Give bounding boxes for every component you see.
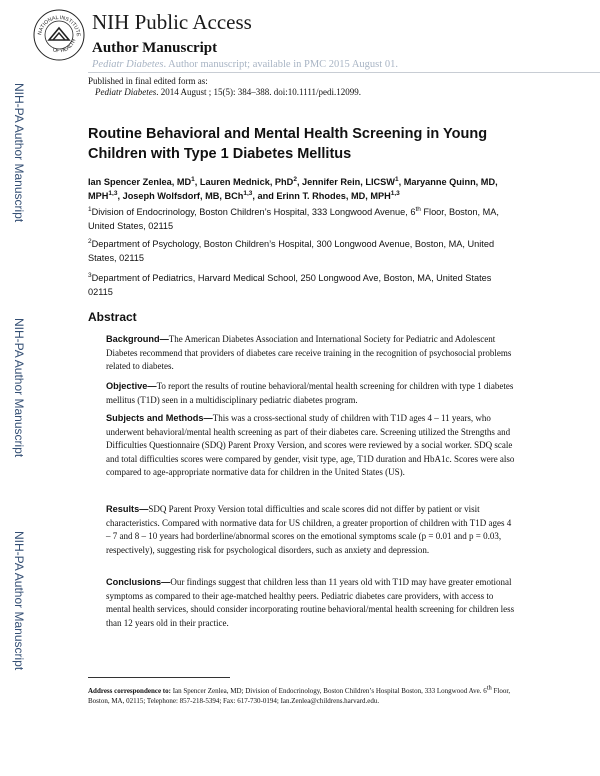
- author-sep: ,: [398, 177, 404, 187]
- sidebar-label-1: NIH-PA Author Manuscript: [12, 83, 26, 223]
- author-list: [88, 175, 518, 203]
- affiliation-2: [88, 237, 518, 265]
- logo-text-bottom: OF HEALTH: [51, 38, 78, 55]
- affiliation-number: 3: [88, 271, 92, 279]
- affiliation-3: [88, 271, 518, 299]
- affiliation-1: [88, 205, 518, 233]
- author-affil: 2: [293, 175, 297, 183]
- nih-logo: [33, 9, 85, 61]
- author-name: Lauren Mednick, PhD: [199, 177, 294, 187]
- sidebar-label-2: NIH-PA Author Manuscript: [12, 318, 26, 458]
- citation: [95, 87, 361, 97]
- header-title: NIH Public Access: [92, 10, 252, 34]
- footnote-divider: [88, 677, 230, 678]
- author-affil: 1,3: [390, 189, 400, 197]
- author-sep: ,: [296, 177, 303, 187]
- author-name: Joseph Wolfsdorf, MB, BCh: [122, 191, 244, 201]
- section-text: This was a cross-sectional study of children with T1D ages 4 – 11 years, who underwent behavioral/mental health screening as part of their diabetes care. Screening utilized the Strengths and Difficulties Questionnaire (SDQ) Parent Proxy Version, and scores were reviewed by a social worker. SDQ scale and total difficulties scores were compared by gender, visit type, age, T1D duration and HbA1c. Scores were also compared to age-appropriate normative data for children in the United States (US).: [106, 413, 515, 477]
- author-sep: ,: [117, 191, 123, 201]
- affiliation-ordinal: th: [415, 205, 421, 213]
- author-affil: 1,3: [108, 189, 118, 197]
- author-affil: 1: [394, 175, 399, 183]
- section-label: Subjects and Methods—: [106, 413, 213, 423]
- author-name: Maryanne Quinn, MD, MPH: [88, 177, 498, 201]
- affiliation-text: Department of Psychology, Boston Children’s Hospital, 300 Longwood Avenue, Boston, MA, United States, 02115: [88, 239, 495, 263]
- affiliation-text-cont: Floor, Boston, MA, United States, 02115: [88, 207, 499, 231]
- section-text: SDQ Parent Proxy Version total difficulties and scale scores did not differ by patient or visit characteristics. Compared with normative data for US children, a greater proportion of children with T1D ages 4 – 7 and 8 – 10 years had borderline/abnormal scores on the emotional symptoms scale (p = 0.01 and p = 0.03, respectively), suggesting risk for psychological disorders, such as anxiety and depression.: [106, 504, 512, 555]
- sidebar-label-3: NIH-PA Author Manuscript: [12, 531, 26, 671]
- affiliation-text: Department of Pediatrics, Harvard Medical School, 250 Longwood Ave, Boston, MA, United States 02115: [88, 273, 492, 297]
- section-text: The American Diabetes Association and International Society for Pediatric and Adolescent Diabetes recommend that providers of diabetes care receive training in the recognition of psychosocial problems related to diabetes.: [106, 334, 512, 371]
- section-text: Our findings suggest that children less than 11 years old with T1D may have greater emotional symptoms as compared to their age-matched healthy peers. Pediatric diabetes care providers, with access to mental health services, should consider incorporating routine behavioral/mental health screening for children less than 12 years old in their practice.: [106, 577, 515, 628]
- journal-availability: . Author manuscript; available in PMC 2015 August 01.: [163, 59, 398, 70]
- abstract-methods: [106, 412, 516, 480]
- footnote-text: Ian Spencer Zenlea, MD; Division of Endocrinology, Boston Children’s Hospital Boston, 333 Longwood Ave. 6: [170, 687, 487, 695]
- affiliation-text: Division of Endocrinology, Boston Children’s Hospital, 333 Longwood Avenue, 6: [91, 207, 416, 217]
- header-journal-note: [92, 59, 398, 70]
- footnote-ordinal: th: [486, 684, 492, 692]
- journal-name: Pediatr Diabetes: [92, 59, 164, 70]
- affiliation-number: 1: [88, 205, 92, 213]
- abstract-background: [106, 333, 516, 374]
- correspondence-footnote: [88, 686, 518, 706]
- author-affil: 1: [191, 175, 195, 183]
- abstract-heading: Abstract: [88, 310, 137, 324]
- section-label: Objective—: [106, 381, 157, 391]
- section-label: Background—: [106, 334, 169, 344]
- abstract-objective: [106, 380, 516, 407]
- section-label: Results—: [106, 504, 149, 514]
- author-sep: , and: [252, 191, 277, 201]
- citation-journal: Pediatr Diabetes: [95, 87, 157, 97]
- abstract-conclusions: [106, 576, 516, 630]
- section-text: To report the results of routine behavioral/mental health screening for children with type 1 diabetes mellitus (T1D) seen in a multidisciplinary pediatric diabetes program.: [106, 381, 514, 405]
- published-in-label: Published in final edited form as:: [88, 76, 208, 86]
- author-name: Erinn T. Rhodes, MD, MPH: [276, 191, 391, 201]
- affiliation-number: 2: [88, 237, 92, 245]
- logo-text-top: NATIONAL INSTITUTE: [37, 14, 82, 37]
- article-title: Routine Behavioral and Mental Health Screening in Young Children with Type 1 Diabetes Mellitus: [88, 126, 488, 162]
- footnote-label: Address correspondence to:: [88, 687, 171, 695]
- header-subtitle: Author Manuscript: [92, 40, 218, 56]
- author-name: Jennifer Rein, LICSW: [302, 177, 395, 187]
- section-label: Conclusions—: [106, 577, 171, 587]
- footnote-text-cont: Floor, Boston, MA, 02115; Telephone: 857-218-5394; Fax: 617-730-0194; Ian.Zenlea@childrens.harvard.edu.: [88, 687, 511, 705]
- abstract-results: [106, 503, 516, 557]
- svg-text:NATIONAL INSTITUTES: [33, 9, 81, 37]
- author-affil: 1,3: [243, 189, 253, 197]
- header-divider: [88, 72, 600, 73]
- citation-details: . 2014 August ; 15(5): 384–388. doi:10.1111/pedi.12099.: [156, 87, 361, 97]
- author-name: Ian Spencer Zenlea, MD: [88, 177, 192, 187]
- author-sep: ,: [194, 177, 200, 187]
